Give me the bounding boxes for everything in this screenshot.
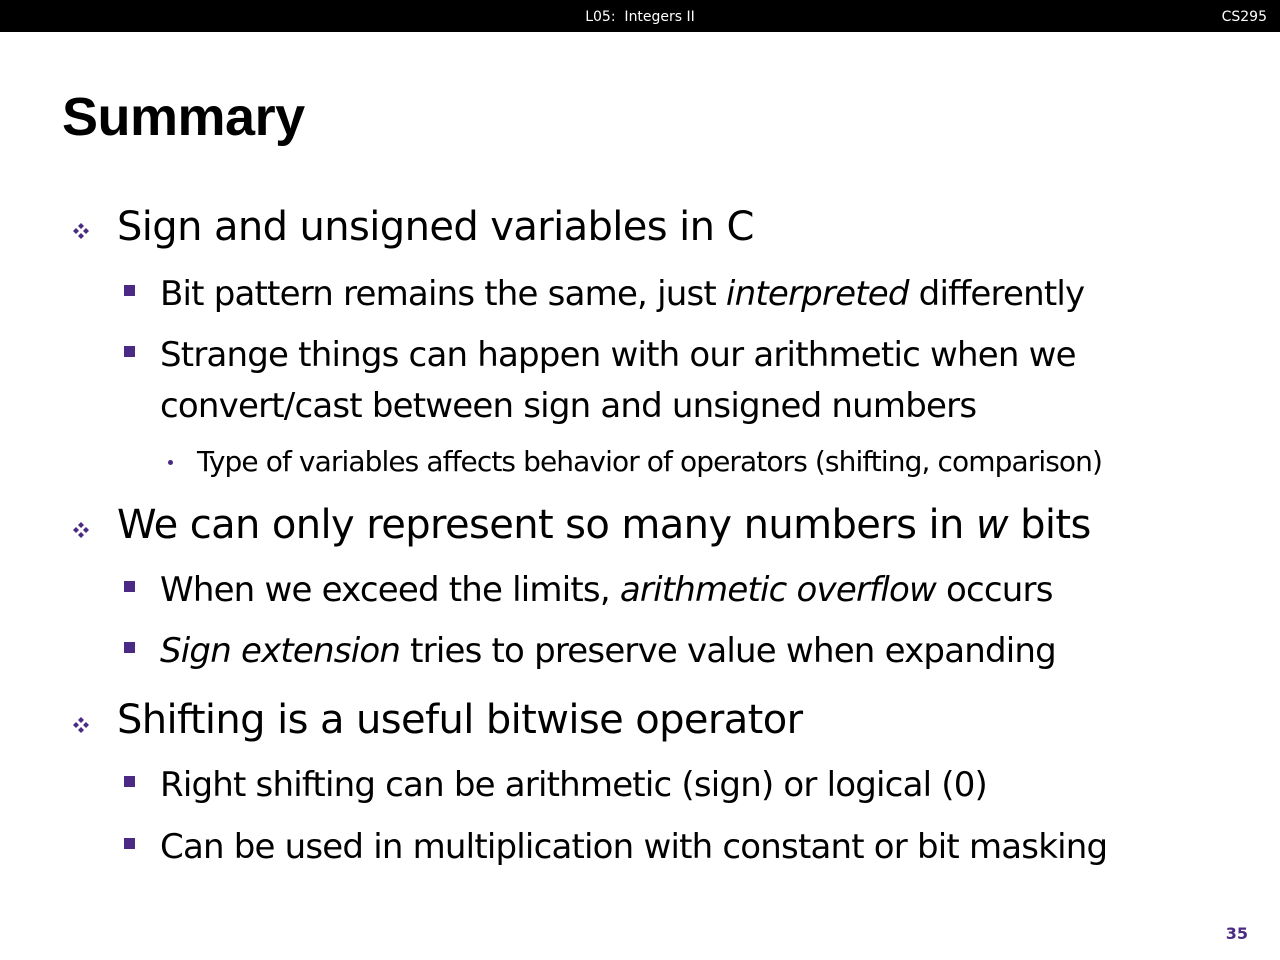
- subbullet-strange-things-line2: convert/cast between sign and unsigned numbers: [160, 386, 977, 426]
- subbullet-text: differently: [908, 274, 1085, 314]
- subbullet-bit-pattern: [160, 272, 1084, 316]
- subbullet-overflow: [160, 568, 1053, 612]
- dot-bullet-icon: [168, 460, 173, 465]
- emphasis-text: interpreted: [725, 274, 909, 314]
- bullet-text: We can only represent so many numbers in: [117, 502, 976, 548]
- emphasis-text: w: [975, 502, 1008, 548]
- subbullet-text: Bit pattern remains the same, just: [160, 274, 726, 314]
- subbullet-text: occurs: [935, 570, 1053, 610]
- subbullet-multiplication: Can be used in multiplication with constant or bit masking: [160, 827, 1108, 867]
- lecture-title: L05: Integers II: [585, 9, 695, 25]
- square-bullet-icon: [124, 642, 135, 653]
- diamond-bullet-icon: [68, 218, 94, 244]
- square-bullet-icon: [124, 581, 135, 592]
- bullet-sign-unsigned: Sign and unsigned variables in C: [117, 204, 754, 250]
- bullet-shifting: Shifting is a useful bitwise operator: [117, 697, 803, 743]
- square-bullet-icon: [124, 776, 135, 787]
- subbullet-sign-extension: [160, 629, 1056, 673]
- square-bullet-icon: [124, 285, 135, 296]
- emphasis-text: Sign extension: [160, 631, 401, 671]
- subbullet-text: When we exceed the limits,: [160, 570, 620, 610]
- bullet-text: bits: [1007, 502, 1091, 548]
- page-number: 35: [1225, 924, 1248, 943]
- emphasis-text: arithmetic overflow: [619, 570, 936, 610]
- bullet-represent-numbers: [117, 500, 1091, 550]
- subbullet-strange-things-line1: Strange things can happen with our arithmetic when we: [160, 335, 1076, 375]
- slide-title: Summary: [62, 87, 305, 147]
- subsubbullet-type-of-variables: Type of variables affects behavior of operators (shifting, comparison): [197, 445, 1102, 478]
- subbullet-right-shifting: Right shifting can be arithmetic (sign) or logical (0): [160, 765, 988, 805]
- course-code: CS295: [1221, 9, 1267, 25]
- diamond-bullet-icon: [68, 517, 94, 543]
- subbullet-text: tries to preserve value when expanding: [400, 631, 1056, 671]
- square-bullet-icon: [124, 838, 135, 849]
- diamond-bullet-icon: [68, 712, 94, 738]
- square-bullet-icon: [124, 346, 135, 357]
